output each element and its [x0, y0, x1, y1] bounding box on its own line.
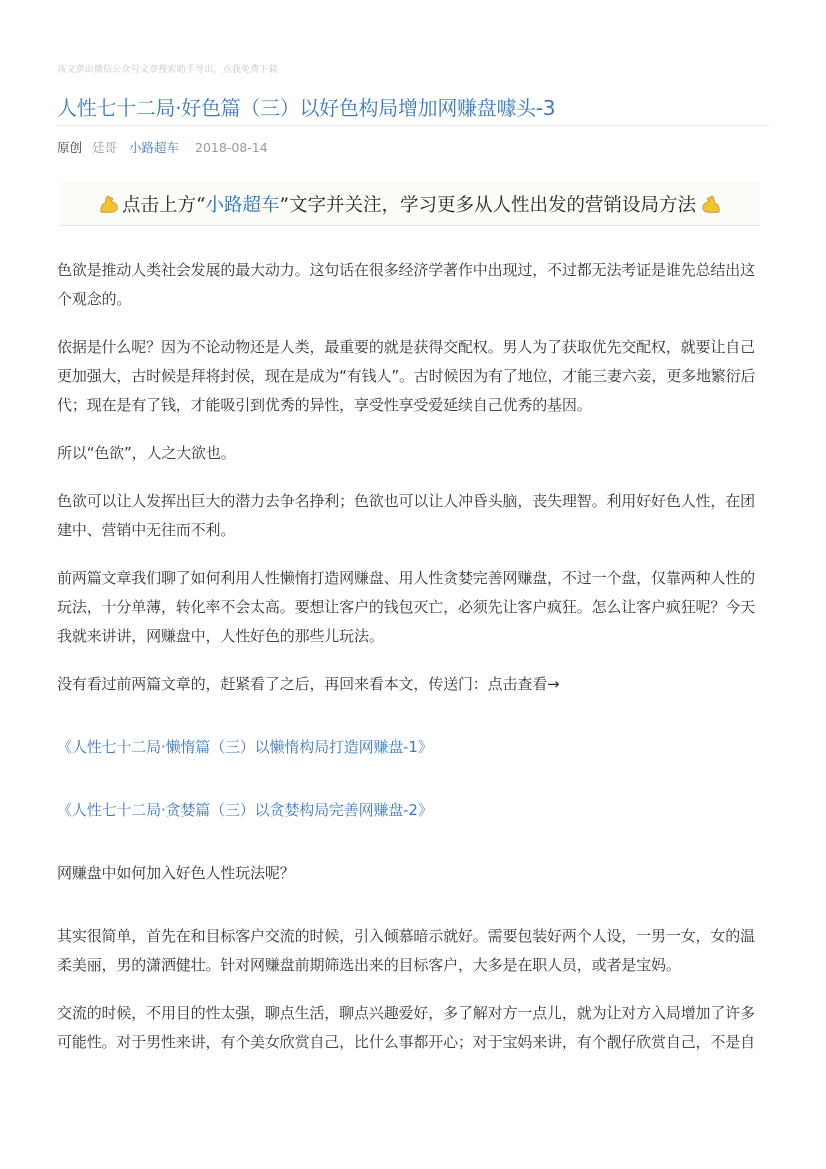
- paragraph: 交流的时候，不用目的性太强，聊点生活，聊点兴趣爱好，多了解对方一点儿，就为让对方入局增加了许多可能性。对于男性来讲，有个美女欣赏自己，比什么事都开心；对于宝妈来讲，有个靓仔欣赏自己，不是自: [57, 1004, 755, 1051]
- account-link[interactable]: 小路超车: [129, 140, 180, 155]
- title-divider: [57, 125, 769, 126]
- banner-account-highlight: 小路超车: [205, 194, 280, 216]
- publish-date: 2018-08-14: [195, 140, 268, 155]
- author-name: 廷哥: [92, 140, 118, 155]
- paragraph: 前两篇文章我们聊了如何利用人性懒惰打造网赚盘、用人性贪婪完善网赚盘，不过一个盘，仅靠两种人性的玩法，十分单薄，转化率不会太高。要想让客户的钱包灭亡，必须先让客户疯狂。怎么让客户疯狂呢？今天我就来讲讲，网赚盘中，人性好色的那些儿玩法。: [57, 569, 755, 645]
- banner-text: [98, 191, 722, 217]
- paragraph: 色欲可以让人发挥出巨大的潜力去争名挣利；色欲也可以让人冲昏头脑，丧失理智。利用好好色人性，在团建中、营销中无往而不利。: [57, 492, 755, 539]
- banner-suffix: ”文字并关注，学习更多从人性出发的营销设局方法: [279, 194, 696, 216]
- paragraph: 网赚盘中如何加入好色人性玩法呢？: [57, 864, 295, 882]
- banner-prefix: 点击上方“: [122, 194, 206, 216]
- follow-banner: [60, 182, 760, 226]
- paragraph: 其实很简单，首先在和目标客户交流的时候，引入倾慕暗示就好。需要包装好两个人设，一男一女，女的温柔美丽，男的潇洒健壮。针对网赚盘前期筛选出来的目标客户，大多是在职人员，或者是宝妈。: [57, 927, 755, 974]
- original-label: 原创: [57, 140, 83, 155]
- article-body: [57, 256, 769, 1057]
- article-link-laziness[interactable]: 《人性七十二局·懒惰篇（三）以懒惰构局打造网赚盘-1》: [57, 738, 433, 756]
- paragraph: 所以“色欲”，人之大欲也。: [57, 444, 236, 462]
- article-title: 人性七十二局·好色篇（三）以好色构局增加网赚盘噱头-3: [57, 96, 556, 120]
- article-link-greed[interactable]: 《人性七十二局·贪婪篇（三）以贪婪构局完善网赚盘-2》: [57, 801, 433, 819]
- paragraph: 依据是什么呢？因为不论动物还是人类，最重要的就是获得交配权。男人为了获取优先交配权，就要让自己更加强大，古时候是拜将封侯，现在是成为“有钱人”。古时候因为有了地位，才能三妻六妾，更多地繁衍后代；现在是有了钱，才能吸引到优秀的异性，享受性享受爱延续自己优秀的基因。: [57, 338, 756, 414]
- flexed-arm-icon: [98, 193, 120, 215]
- flexed-arm-icon: [700, 193, 722, 215]
- article-meta: [57, 139, 268, 157]
- export-note-link[interactable]: 该文章由微信公众号文章搜索助手导出，点我免费下载: [57, 65, 278, 75]
- paragraph: 色欲是推动人类社会发展的最大动力。这句话在很多经济学著作中出现过，不过都无法考证是谁先总结出这个观念的。: [57, 261, 755, 308]
- paragraph: 没有看过前两篇文章的，赶紧看了之后，再回来看本文，传送门：点击查看→: [57, 675, 560, 693]
